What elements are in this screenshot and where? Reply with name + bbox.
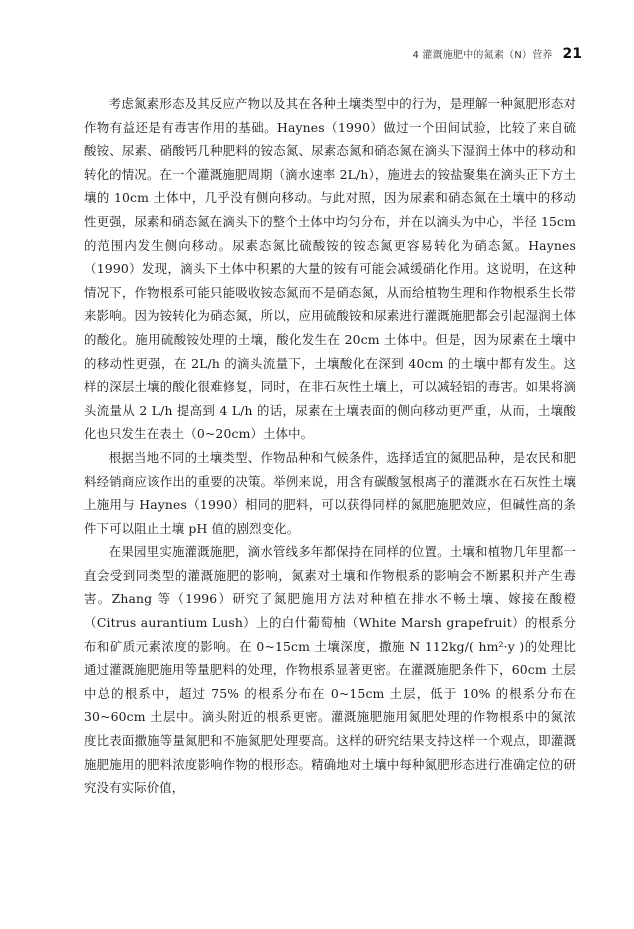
body-text <box>84 92 576 800</box>
paragraph-1: 考虑氮素形态及其反应产物以及其在各种土壤类型中的行为，是理解一种氮肥形态对作物有益还是有毒害作用的基础。Haynes（1990）做过一个田间试验，比较了来自硫酸铵、尿素、硝酸钙几种肥料的铵态氮、尿素态氮和硝态氮在滴头下湿润土体中的移动和转化的情况。在一个灌溉施肥周期（滴水速率 2L/h），施进去的铵盐聚集在滴头正下方土壤的 10cm 土体中，几乎没有侧向移动。与此对照，因为尿素和硝态氮在土壤中的移动性更强，尿素和硝态氮在滴头下的整个土体中均匀分布，并在以滴头为中心，半径 15cm 的范围内发生侧向移动。尿素态氮比硫酸铵的铵态氮更容易转化为硝态氮。Haynes（1990）发现，滴头下土体中积累的大量的铵有可能会减缓硝化作用。这说明，在这种情况下，作物根系可能只能吸收铵态氮而不是硝态氮，从而给植物生理和作物根系生长带来影响。因为铵转化为硝态氮，所以，应用硫酸铵和尿素进行灌溉施肥都会引起湿润土体的酸化。施用硫酸铵处理的土壤，酸化发生在 20cm 土体中。但是，因为尿素在土壤中的移动性更强，在 2L/h 的滴头流量下，土壤酸化在深到 40cm 的土壤中都有发生。这样的深层土壤的酸化很难修复，同时，在非石灰性土壤上，可以减轻铝的毒害。如果将滴头流量从 2 L/h 提高到 4 L/h 的话，尿素在土壤表面的侧向移动更严重，从而，土壤酸化也只发生在表土（0~20cm）土体中。 <box>84 96 576 442</box>
page-number: 21 <box>562 46 582 62</box>
paragraph-3: 在果园里实施灌溉施肥，滴水管线多年都保持在同样的位置。土壤和植物几年里都一直会受到同类型的灌溉施肥的影响，氮素对土壤和作物根系的影响会不断累积并产生毒害。Zhang 等（1996）研究了氮肥施用方法对种植在排水不畅土壤、嫁接在酸橙（Citrus aurantium Lush）上的白什葡萄柚（White Marsh grapefruit）的根系分布和矿质元素浓度的影响。在 0~15cm 土壤深度，撒施 N 112kg/( hm²·y )的处理比通过灌溉施肥施用等量肥料的处理，作物根系显著更密。在灌溉施肥条件下，60cm 土层中总的根系中，超过 75% 的根系分布在 0~15cm 土层，低于 10% 的根系分布在 30~60cm 土层中。滴头附近的根系更密。灌溉施肥施用氮肥处理的作物根系中的氮浓度比表面撒施等量氮肥和不施氮肥处理要高。这样的研究结果支持这样一个观点，即灌溉施肥施用的肥料浓度影响作物的根形态。精确地对土壤中每种氮肥形态进行准确定位的研究没有实际价值， <box>84 544 576 796</box>
paragraph-2: 根据当地不同的土壤类型、作物品种和气候条件，选择适宜的氮肥品种，是农民和肥料经销商应该作出的重要的决策。举例来说，用含有碳酸氢根离子的灌溉水在石灰性土壤上施用与 Haynes（1990）相同的肥料，可以获得同样的氮肥施肥效应，但碱性高的条件下可以阻止土壤 pH 值的剧烈变化。 <box>84 449 576 536</box>
page-header <box>412 46 582 62</box>
running-head: 4 灌溉施肥中的氮素（N）营养 <box>412 50 553 61</box>
